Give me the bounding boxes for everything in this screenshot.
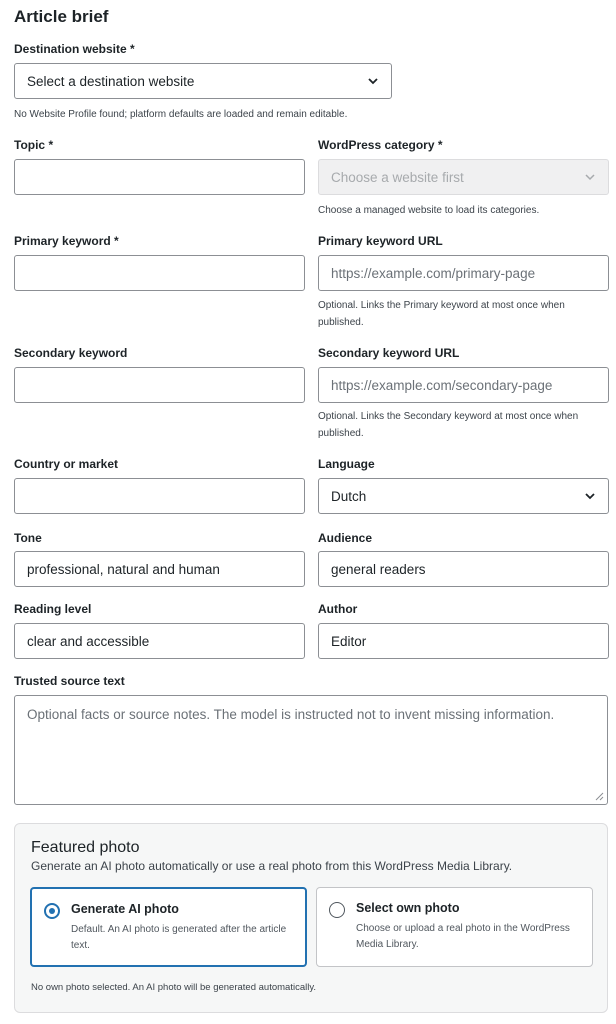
country-label: Country or market [14,457,119,471]
resize-handle-icon[interactable] [595,792,604,801]
secondary-url-help: Optional. Links the Secondary keyword at most once when published. [318,411,579,439]
secondary-url-label: Secondary keyword URL [318,346,460,360]
secondary-url-input[interactable]: https://example.com/secondary-page [318,367,609,403]
secondary-keyword-label: Secondary keyword [14,346,128,360]
language-label: Language [318,457,375,471]
featured-photo-panel [14,823,608,1013]
reading-level-input[interactable]: clear and accessible [14,623,305,659]
primary-url-label: Primary keyword URL [318,234,443,248]
featured-photo-status: No own photo selected. An AI photo will be generated automatically. [31,982,317,993]
author-input[interactable]: Editor [318,623,609,659]
primary-url-help: Optional. Links the Primary keyword at most once when published. [318,300,565,328]
option-desc: Default. An AI photo is generated after the article text. [71,924,287,951]
option-generate-ai-photo[interactable] [30,887,307,967]
page-title: Article brief [14,7,109,26]
option-desc: Choose or upload a real photo in the WordPress Media Library. [356,923,570,950]
primary-url-input[interactable]: https://example.com/primary-page [318,255,609,291]
destination-value: Select a destination website [27,73,195,89]
category-select[interactable] [318,159,609,195]
option-select-own-photo[interactable] [316,887,593,967]
trusted-source-placeholder: Optional facts or source notes. The model is instructed not to invent missing information. [27,707,555,722]
featured-photo-subtitle: Generate an AI photo automatically or use a real photo from this WordPress Media Library. [31,859,513,873]
audience-label: Audience [318,531,373,545]
author-label: Author [318,602,358,616]
secondary-keyword-input[interactable] [14,367,305,403]
chevron-down-icon [367,75,379,87]
chevron-down-icon [584,490,596,502]
topic-label: Topic * [14,138,54,152]
radio-unselected-icon[interactable] [329,902,345,918]
audience-input[interactable]: general readers [318,551,609,587]
trusted-source-label: Trusted source text [14,674,125,688]
destination-help: No Website Profile found; platform defaults are loaded and remain editable. [14,109,348,120]
tone-label: Tone [14,531,42,545]
trusted-source-textarea[interactable] [14,695,608,805]
option-title: Select own photo [356,901,460,915]
category-value: Choose a website first [331,169,464,185]
radio-selected-icon[interactable] [44,903,60,919]
tone-input[interactable]: professional, natural and human [14,551,305,587]
category-label: WordPress category * [318,138,443,152]
category-help: Choose a managed website to load its categories. [318,205,540,216]
language-value: Dutch [331,488,367,504]
destination-select[interactable] [14,63,392,99]
primary-keyword-label: Primary keyword * [14,234,119,248]
featured-photo-title: Featured photo [31,839,140,856]
destination-label: Destination website * [14,42,135,56]
topic-input[interactable] [14,159,305,195]
primary-keyword-input[interactable] [14,255,305,291]
language-select[interactable] [318,478,609,514]
reading-level-label: Reading level [14,602,92,616]
chevron-down-icon [584,171,596,183]
option-title: Generate AI photo [71,902,179,916]
country-input[interactable] [14,478,305,514]
